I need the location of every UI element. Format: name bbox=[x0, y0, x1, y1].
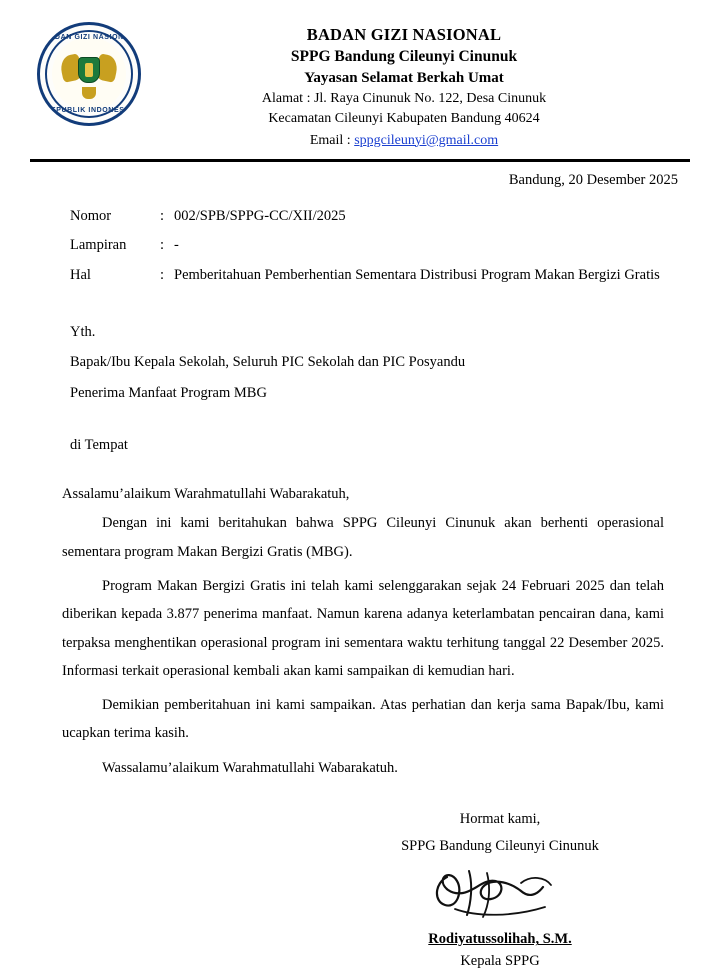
logo-garuda-crest-icon bbox=[61, 49, 117, 97]
closing-greeting: Wassalamu’alaikum Warahmatullahi Wabarakatuh. bbox=[102, 759, 398, 776]
signer-name: Rodiyatussolihah, S.M. bbox=[428, 931, 572, 948]
body-paragraph-3: Demikian pemberitahuan ini kami sampaikan. Atas perhatian dan kerja sama Bapak/Ibu, kami ucapkan terima kasih. bbox=[62, 697, 664, 742]
logo-arc-bottom-text: REPUBLIK INDONESIA bbox=[45, 107, 133, 114]
addressee-line-1: Bapak/Ibu Kepala Sekolah, Seluruh PIC Sekolah dan PIC Posyandu bbox=[70, 354, 466, 371]
crest-tail bbox=[82, 87, 96, 99]
email-line bbox=[148, 130, 660, 151]
addressee-line-2: Penerima Manfaat Program MBG bbox=[70, 384, 267, 401]
letterhead-text bbox=[148, 18, 690, 151]
address-line-2: Kecamatan Cileunyi Kabupaten Bandung 40624 bbox=[268, 111, 540, 127]
body-paragraph-2: Program Makan Bergizi Gratis ini telah kami selenggarakan sejak 24 Februari 2025 dan telah diberikan kepada 3.877 penerima manfaat. Namun karena adanya keterlambatan pencairan dana, kami terpaksa menghentikan operasional program ini sementara waktu terhitung tanggal 22 Desember 2025. Informasi terkait operasional kembali akan kami sampaikan di kemudian hari. bbox=[62, 577, 664, 679]
foundation-name: Yayasan Selamat Berkah Umat bbox=[304, 69, 504, 86]
signer-title: Kepala SPPG bbox=[460, 953, 540, 970]
meta-label-lampiran: Lampiran bbox=[70, 237, 127, 254]
signature-block bbox=[30, 863, 690, 973]
logo-container bbox=[30, 18, 148, 126]
addressee-block bbox=[30, 317, 690, 461]
meta-separator: : bbox=[160, 207, 165, 224]
badan-gizi-nasional-logo-icon bbox=[37, 22, 141, 126]
meta-value-nomor: 002/SPB/SPPG-CC/XII/2025 bbox=[174, 207, 346, 224]
city-date: Bandung, 20 Desember 2025 bbox=[508, 171, 678, 188]
meta-value-lampiran: - bbox=[174, 237, 179, 254]
meta-row bbox=[70, 261, 690, 291]
unit-name: SPPG Bandung Cileunyi Cinunuk bbox=[290, 48, 518, 66]
meta-separator: : bbox=[160, 266, 165, 283]
regards-text: Hormat kami, bbox=[459, 810, 541, 827]
signature-intro bbox=[30, 806, 690, 860]
meta-value-hal: Pemberitahuan Pemberhentian Sementara Distribusi Program Makan Bergizi Gratis bbox=[174, 266, 660, 283]
signature-unit: SPPG Bandung Cileunyi Cinunuk bbox=[401, 837, 599, 854]
handwritten-signature-icon bbox=[330, 863, 670, 929]
addressee-yth: Yth. bbox=[70, 323, 96, 340]
letter-meta bbox=[30, 202, 690, 291]
letterhead-divider bbox=[30, 159, 690, 162]
email-link[interactable]: sppgcileunyi@gmail.com bbox=[354, 132, 499, 148]
crest-shield bbox=[78, 57, 100, 83]
meta-row bbox=[70, 202, 690, 232]
address-line-1: Alamat : Jl. Raya Cinunuk No. 122, Desa Cinunuk bbox=[261, 90, 547, 106]
organization-name: BADAN GIZI NASIONAL bbox=[306, 25, 502, 44]
meta-separator: : bbox=[160, 237, 165, 254]
logo-arc-top-text: BADAN GIZI NASIONAL bbox=[43, 34, 135, 41]
meta-label-hal: Hal bbox=[70, 266, 91, 283]
addressee-place: di Tempat bbox=[70, 437, 128, 454]
email-label: Email : bbox=[309, 132, 355, 148]
opening-greeting: Assalamu’alaikum Warahmatullahi Wabarakatuh, bbox=[62, 486, 350, 503]
body-paragraph-1: Dengan ini kami beritahukan bahwa SPPG Cileunyi Cinunuk akan berhenti operasional sementara program Makan Bergizi Gratis (MBG). bbox=[62, 515, 664, 560]
meta-row bbox=[70, 231, 690, 261]
letterhead bbox=[30, 14, 690, 157]
meta-label-nomor: Nomor bbox=[70, 207, 112, 224]
